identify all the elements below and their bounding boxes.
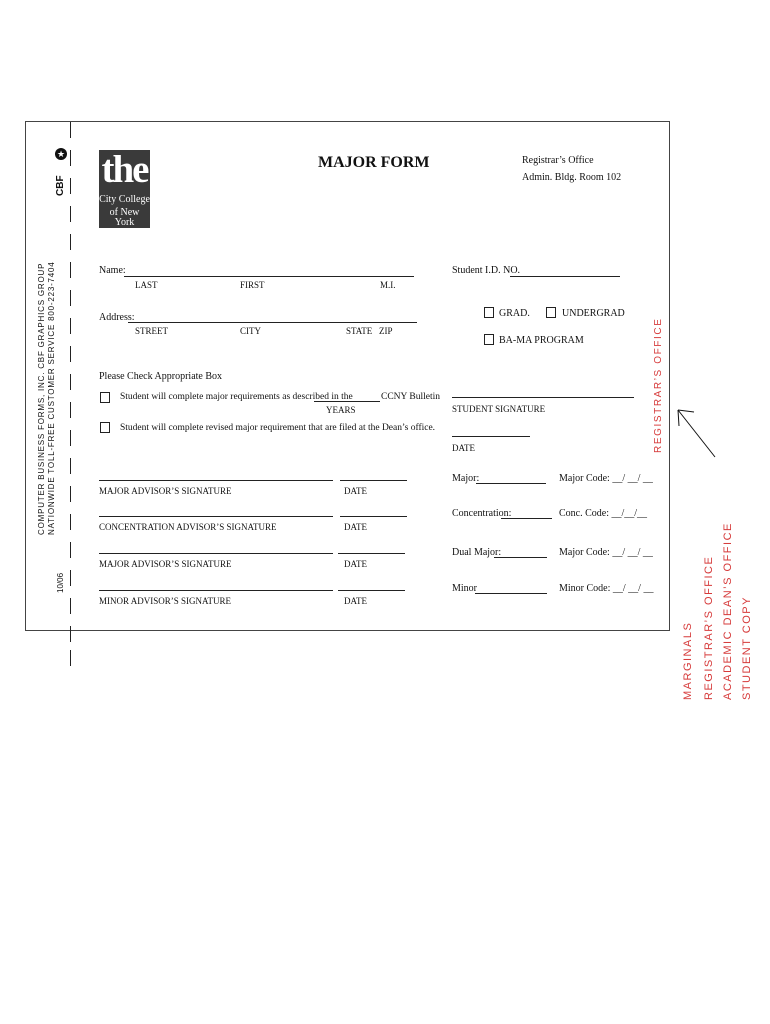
date-field[interactable]	[340, 480, 407, 481]
check-heading: Please Check Appropriate Box	[99, 371, 223, 382]
option1-checkbox[interactable]	[100, 392, 110, 403]
address-sub-city: CITY	[240, 326, 261, 336]
address-field[interactable]	[128, 322, 417, 323]
date-label: DATE	[344, 522, 367, 532]
major-label: Major:	[452, 473, 480, 484]
bama-label: BA-MA PROGRAM	[499, 335, 584, 346]
date-field[interactable]	[338, 553, 405, 554]
date-label: DATE	[344, 486, 367, 496]
name-sub-mi: M.I.	[380, 280, 396, 290]
concentration-label: Concentration:	[452, 508, 512, 519]
dual-major-label: Dual Major:	[452, 547, 502, 558]
undergrad-checkbox[interactable]	[546, 307, 556, 318]
student-id-field[interactable]	[510, 276, 620, 277]
marginal-copy-2: ACADEMIC DEAN’S OFFICE	[722, 522, 734, 700]
cbf-logo: CBF	[55, 175, 66, 196]
student-signature-field[interactable]	[452, 397, 634, 398]
office-line-2: Admin. Bldg. Room 102	[522, 172, 622, 183]
bulletin-years-field[interactable]	[314, 401, 380, 402]
logo-the: the	[101, 150, 148, 191]
address-sub-state: STATE	[346, 326, 373, 336]
printer-line-1: COMPUTER BUSINESS FORMS, INC. CBF GRAPHICS GROUP	[37, 262, 46, 535]
marginal-copy-3: STUDENT COPY	[741, 596, 753, 700]
conc-code[interactable]: Conc. Code: __/__/__	[559, 508, 648, 519]
signature-field[interactable]	[99, 480, 333, 481]
major-field[interactable]	[476, 483, 546, 484]
student-id-label: Student I.D. NO.	[452, 265, 521, 276]
dual-major-field[interactable]	[494, 557, 547, 558]
date-field[interactable]	[340, 516, 407, 517]
date-label: DATE	[344, 559, 367, 569]
office-line-1: Registrar’s Office	[522, 155, 594, 166]
printer-line-2: NATIONWIDE TOLL-FREE CUSTOMER SERVICE 800-223-7404	[47, 261, 56, 535]
cbf-star-icon: ★	[56, 149, 66, 159]
marginals-heading: MARGINALS	[682, 621, 694, 700]
name-label: Name:	[99, 265, 126, 276]
major-code[interactable]: Major Code: __/ __/ __	[559, 473, 653, 484]
signature-label: MAJOR ADVISOR’S SIGNATURE	[99, 486, 232, 496]
grad-checkbox[interactable]	[484, 307, 494, 318]
date-field[interactable]	[338, 590, 405, 591]
student-signature-label: STUDENT SIGNATURE	[452, 404, 546, 414]
option1-text: Student will complete major requirements as described in the	[120, 392, 353, 402]
minor-code[interactable]: Minor Code: __/ __/ __	[559, 583, 654, 594]
option1-years-label: YEARS	[326, 405, 356, 415]
option2-checkbox[interactable]	[100, 422, 110, 433]
signature-field[interactable]	[99, 516, 333, 517]
dual-major-code[interactable]: Major Code: __/ __/ __	[559, 547, 653, 558]
copy-label-vertical: REGISTRAR’S OFFICE	[653, 317, 664, 453]
form-date: 10/06	[56, 572, 65, 593]
minor-label: Minor	[452, 583, 477, 594]
signature-field[interactable]	[99, 553, 333, 554]
signature-label: CONCENTRATION ADVISOR’S SIGNATURE	[99, 522, 277, 532]
grad-label: GRAD.	[499, 308, 530, 319]
form-title: MAJOR FORM	[318, 154, 430, 171]
name-field[interactable]	[124, 276, 414, 277]
diagonal-arrow-icon	[672, 402, 720, 460]
concentration-field[interactable]	[501, 518, 552, 519]
address-sub-zip: ZIP	[379, 326, 393, 336]
option2-text: Student will complete revised major requirement that are filed at the Dean’s office.	[120, 423, 436, 433]
marginal-copy-1: REGISTRAR’S OFFICE	[703, 555, 715, 700]
logo-city-college: City College	[99, 194, 150, 205]
ccny-logo	[99, 150, 150, 228]
address-sub-street: STREET	[135, 326, 168, 336]
name-sub-last: LAST	[135, 280, 158, 290]
option1-suffix: CCNY Bulletin	[381, 392, 441, 402]
signature-label: MINOR ADVISOR’S SIGNATURE	[99, 596, 232, 606]
signature-field[interactable]	[99, 590, 333, 591]
name-sub-first: FIRST	[240, 280, 265, 290]
address-label: Address:	[99, 312, 135, 323]
signature-label: MAJOR ADVISOR’S SIGNATURE	[99, 559, 232, 569]
undergrad-label: UNDERGRAD	[562, 308, 625, 319]
logo-of-new-york: of New York	[109, 207, 140, 228]
student-date-label: DATE	[452, 443, 475, 453]
student-date-field[interactable]	[452, 436, 530, 437]
date-label: DATE	[344, 596, 367, 606]
bama-checkbox[interactable]	[484, 334, 494, 345]
minor-field[interactable]	[475, 593, 547, 594]
